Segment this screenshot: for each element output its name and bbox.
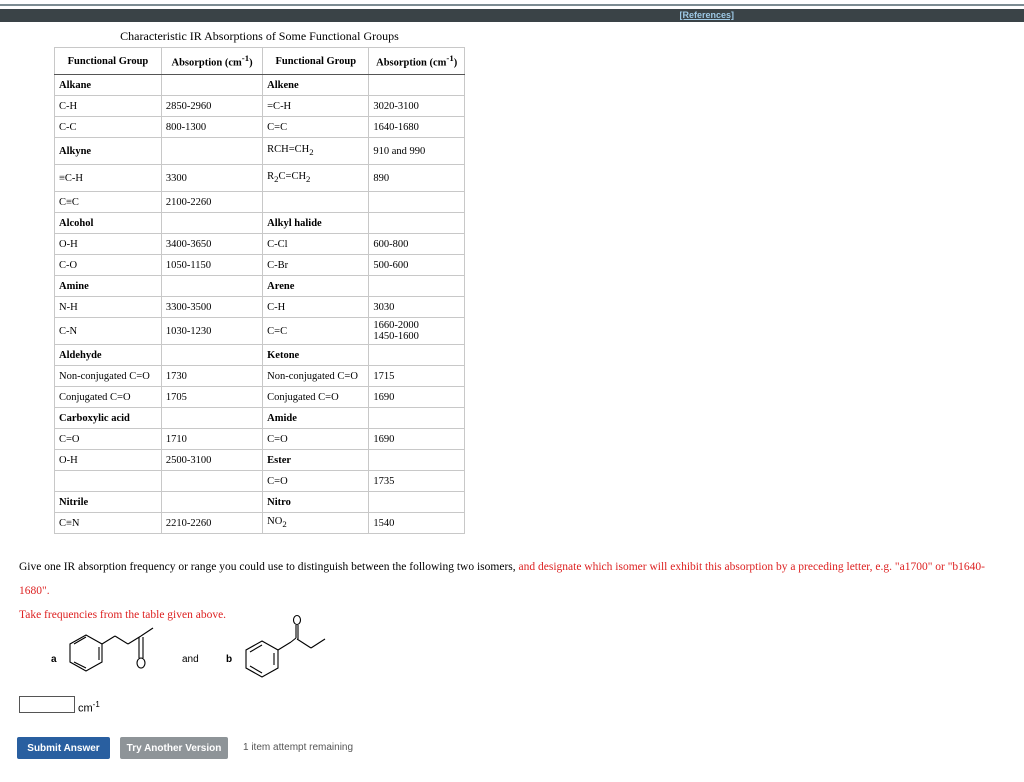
- table-title: Characteristic IR Absorptions of Some Functional Groups: [120, 29, 399, 43]
- absorption-cell: [161, 471, 262, 492]
- functional-group-cell: C-N: [55, 318, 162, 345]
- question-part-1: Give one IR absorption frequency or range you could use to distinguish between the following two isomers,: [19, 561, 516, 573]
- question-part-3: Take frequencies from the table given above.: [19, 609, 227, 621]
- functional-group-cell: Alkane: [55, 75, 162, 96]
- functional-group-cell: C≡N: [55, 513, 162, 534]
- functional-group-cell: $NO_2$: [263, 513, 369, 534]
- absorption-cell: 800-1300: [161, 117, 262, 138]
- table-row: [55, 138, 465, 165]
- functional-group-cell: Alcohol: [55, 213, 162, 234]
- absorption-cell: 1050-1150: [161, 255, 262, 276]
- functional-group-cell: [263, 192, 369, 213]
- submit-answer-button[interactable]: Submit Answer: [17, 737, 110, 759]
- header-functional-group-2: Functional Group: [263, 48, 369, 75]
- absorption-cell: 910 and 990: [369, 138, 465, 165]
- functional-group-cell: ≡C-H: [55, 165, 162, 192]
- absorption-cell: 1640-1680: [369, 117, 465, 138]
- table-row: [55, 255, 465, 276]
- functional-group-cell: Carboxylic acid: [55, 408, 162, 429]
- isomer-a-label: a: [51, 654, 57, 665]
- attempts-remaining: 1 item attempt remaining: [243, 742, 354, 753]
- absorption-cell: [161, 276, 262, 297]
- absorption-cell: 3300: [161, 165, 262, 192]
- functional-group-cell: Nitro: [263, 492, 369, 513]
- absorption-cell: 1690: [369, 429, 465, 450]
- functional-group-cell: Arene: [263, 276, 369, 297]
- absorption-cell: 1030-1230: [161, 318, 262, 345]
- functional-group-cell: Non-conjugated C=O: [263, 366, 369, 387]
- absorption-cell: [161, 408, 262, 429]
- functional-group-cell: C≡C: [55, 192, 162, 213]
- header-absorption: Absorption $(cm^{-1})$: [161, 48, 262, 75]
- table-row: [55, 366, 465, 387]
- absorption-cell: 1660-2000 1450-1600: [369, 318, 465, 345]
- table-row: [55, 408, 465, 429]
- functional-group-cell: Ketone: [263, 345, 369, 366]
- try-another-version-button[interactable]: Try Another Version: [120, 737, 228, 759]
- functional-group-cell: Alkene: [263, 75, 369, 96]
- absorption-cell: 500-600: [369, 255, 465, 276]
- absorption-cell: 1705: [161, 387, 262, 408]
- functional-group-cell: C-H: [263, 297, 369, 318]
- absorption-cell: 2100-2260: [161, 192, 262, 213]
- table-row: [55, 297, 465, 318]
- absorption-cell: [369, 345, 465, 366]
- absorption-cell: [369, 450, 465, 471]
- table-row: [55, 387, 465, 408]
- functional-group-cell: Amine: [55, 276, 162, 297]
- absorption-cell: 3030: [369, 297, 465, 318]
- absorption-cell: 1735: [369, 471, 465, 492]
- absorption-cell: 1710: [161, 429, 262, 450]
- functional-group-cell: C-Br: [263, 255, 369, 276]
- table-row: [55, 213, 465, 234]
- unit-label: $cm^{-1}$: [78, 700, 100, 715]
- isomer-b-structure: [240, 612, 332, 682]
- table-row: [55, 513, 465, 534]
- functional-group-cell: O-H: [55, 450, 162, 471]
- absorption-cell: [369, 492, 465, 513]
- absorption-cell: [369, 276, 465, 297]
- functional-group-cell: Alkyl halide: [263, 213, 369, 234]
- table-header-row: [55, 48, 465, 75]
- absorption-cell: [161, 345, 262, 366]
- table-row: [55, 165, 465, 192]
- absorption-cell: [369, 192, 465, 213]
- isomer-a-structure: [64, 616, 168, 676]
- table-row: [55, 276, 465, 297]
- table-row: [55, 318, 465, 345]
- functional-group-cell: [55, 471, 162, 492]
- absorption-cell: 1540: [369, 513, 465, 534]
- functional-group-cell: Amide: [263, 408, 369, 429]
- table-row: [55, 234, 465, 255]
- references-link[interactable]: [References]: [679, 10, 734, 20]
- absorption-cell: [161, 492, 262, 513]
- table-row: [55, 75, 465, 96]
- functional-group-cell: =C-H: [263, 96, 369, 117]
- header-absorption-2: Absorption $(cm^{-1})$: [369, 48, 465, 75]
- functional-group-cell: N-H: [55, 297, 162, 318]
- absorption-cell: [369, 213, 465, 234]
- absorption-cell: 600-800: [369, 234, 465, 255]
- table-row: [55, 117, 465, 138]
- functional-group-cell: Alkyne: [55, 138, 162, 165]
- ir-absorption-table: [54, 47, 465, 534]
- functional-group-cell: C=C: [263, 117, 369, 138]
- functional-group-cell: Nitrile: [55, 492, 162, 513]
- absorption-cell: 1715: [369, 366, 465, 387]
- functional-group-cell: C-H: [55, 96, 162, 117]
- answer-input[interactable]: [19, 696, 75, 713]
- table-row: [55, 345, 465, 366]
- table-row: [55, 450, 465, 471]
- functional-group-cell: C=O: [263, 429, 369, 450]
- absorption-cell: 1690: [369, 387, 465, 408]
- absorption-cell: [161, 213, 262, 234]
- functional-group-cell: $R_2C=CH_2$: [263, 165, 369, 192]
- table-row: [55, 192, 465, 213]
- absorption-cell: 2210-2260: [161, 513, 262, 534]
- functional-group-cell: Conjugated C=O: [263, 387, 369, 408]
- functional-group-cell: C=C: [263, 318, 369, 345]
- absorption-cell: [161, 138, 262, 165]
- absorption-cell: 3300-3500: [161, 297, 262, 318]
- functional-group-cell: C=O: [55, 429, 162, 450]
- functional-group-cell: Non-conjugated C=O: [55, 366, 162, 387]
- functional-group-cell: Conjugated C=O: [55, 387, 162, 408]
- table-row: [55, 429, 465, 450]
- absorption-cell: 2850-2960: [161, 96, 262, 117]
- absorption-cell: [369, 75, 465, 96]
- absorption-cell: [161, 75, 262, 96]
- absorption-cell: 2500-3100: [161, 450, 262, 471]
- functional-group-cell: C=O: [263, 471, 369, 492]
- question-part-2: and designate which isomer will exhibit this absorption by a preceding letter, e.g. "a1700" or "b1640-1680".: [19, 561, 986, 597]
- functional-group-cell: C-O: [55, 255, 162, 276]
- functional-group-cell: C-Cl: [263, 234, 369, 255]
- absorption-cell: [369, 408, 465, 429]
- functional-group-cell: O-H: [55, 234, 162, 255]
- and-label: and: [182, 654, 199, 665]
- functional-group-cell: $RCH=CH_2$: [263, 138, 369, 165]
- top-bar-strip: [0, 9, 1024, 22]
- absorption-cell: 3020-3100: [369, 96, 465, 117]
- header-functional-group: Functional Group: [55, 48, 162, 75]
- top-bar-line: [0, 4, 1024, 6]
- absorption-cell: 3400-3650: [161, 234, 262, 255]
- absorption-cell: 890: [369, 165, 465, 192]
- functional-group-cell: C-C: [55, 117, 162, 138]
- table-row: [55, 96, 465, 117]
- functional-group-cell: Ester: [263, 450, 369, 471]
- isomer-b-label: b: [226, 654, 233, 665]
- table-row: [55, 471, 465, 492]
- functional-group-cell: Aldehyde: [55, 345, 162, 366]
- absorption-cell: 1730: [161, 366, 262, 387]
- top-bar: [0, 0, 1024, 22]
- table-row: [55, 492, 465, 513]
